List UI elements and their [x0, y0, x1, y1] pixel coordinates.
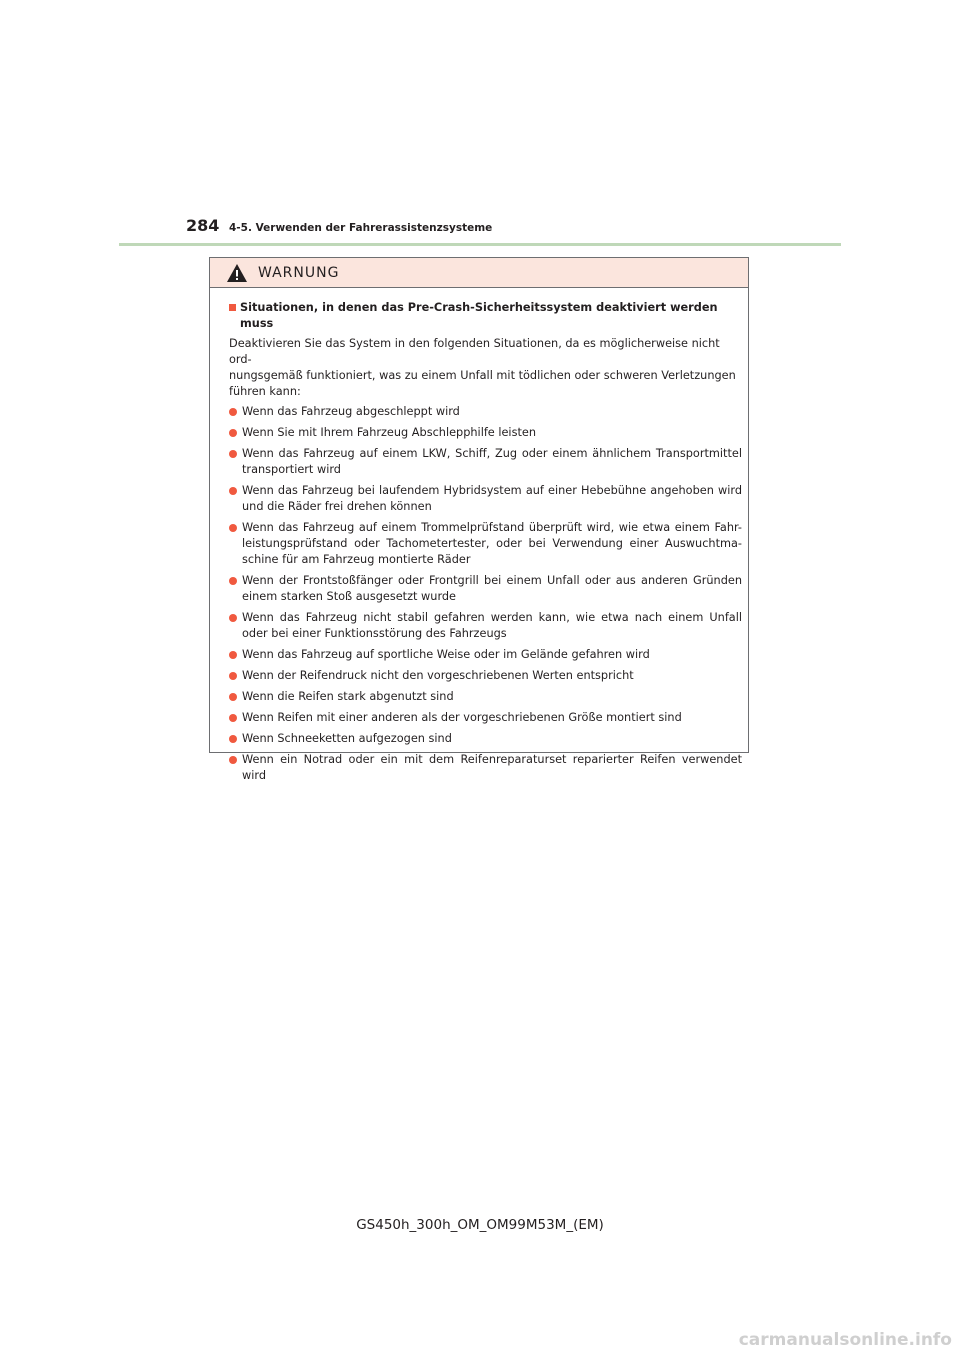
- warning-header: [210, 258, 748, 288]
- list-item: Wenn das Fahrzeug auf einem LKW, Schiff, Zug oder einem ähnlichem Transportmittel transportiert wird: [229, 446, 742, 478]
- watermark[interactable]: carmanualsonline.info: [738, 1330, 952, 1350]
- page-header: [186, 216, 492, 240]
- list-item: Wenn das Fahrzeug auf einem Trommelprüfstand überprüft wird, wie etwa einem Fahr-leistungsprüfstand oder Tachometertester, oder bei Verwendung einer Auswuchtma-schine für am Fahrzeug montierte Räder: [229, 520, 742, 568]
- bullet-dot-icon: [229, 450, 237, 458]
- bullet-dot-icon: [229, 408, 237, 416]
- bullet-dot-icon: [229, 651, 237, 659]
- list-item: Wenn das Fahrzeug auf sportliche Weise oder im Gelände gefahren wird: [229, 647, 742, 663]
- bullet-dot-icon: [229, 672, 237, 680]
- page-number: 284: [186, 216, 220, 235]
- footer-model-code: GS450h_300h_OM_OM99M53M_(EM): [356, 1217, 604, 1233]
- bullet-dot-icon: [229, 429, 237, 437]
- list-item: Wenn das Fahrzeug bei laufendem Hybridsystem auf einer Hebebühne angehoben wird und die Räder frei drehen können: [229, 483, 742, 515]
- bullet-dot-icon: [229, 756, 237, 764]
- bullet-dot-icon: [229, 487, 237, 495]
- warning-heading-text: Situationen, in denen das Pre-Crash-Sicherheitssystem deaktiviert werden muss: [240, 301, 718, 330]
- warning-list: [229, 404, 742, 784]
- list-item: Wenn Schneeketten aufgezogen sind: [229, 731, 742, 747]
- warning-triangle-icon: [226, 263, 248, 283]
- intro-line: nungsgemäß funktioniert, was zu einem Unfall mit tödlichen oder schweren Verletzungen: [229, 369, 736, 382]
- intro-line: führen kann:: [229, 385, 301, 398]
- list-item: Wenn Sie mit Ihrem Fahrzeug Abschlepphilfe leisten: [229, 425, 742, 441]
- list-item: Wenn das Fahrzeug abgeschleppt wird: [229, 404, 742, 420]
- list-item: Wenn das Fahrzeug nicht stabil gefahren werden kann, wie etwa nach einem Unfall oder bei einer Funktionsstörung des Fahrzeugs: [229, 610, 742, 642]
- square-bullet-icon: [229, 304, 236, 311]
- warning-label: WARNUNG: [258, 264, 340, 281]
- list-item: Wenn Reifen mit einer anderen als der vorgeschriebenen Größe montiert sind: [229, 710, 742, 726]
- bullet-dot-icon: [229, 614, 237, 622]
- bullet-dot-icon: [229, 577, 237, 585]
- header-divider: [119, 243, 841, 246]
- warning-intro: [229, 336, 742, 400]
- warning-body: [210, 288, 748, 784]
- warning-box: [209, 257, 749, 782]
- list-item: Wenn ein Notrad oder ein mit dem Reifenreparaturset reparierter Reifen verwendet wird: [229, 752, 742, 784]
- list-item: Wenn der Frontstoßfänger oder Frontgrill bei einem Unfall oder aus anderen Gründen einem starken Stoß ausgesetzt wurde: [229, 573, 742, 605]
- bullet-dot-icon: [229, 524, 237, 532]
- intro-line: Deaktivieren Sie das System in den folgenden Situationen, da es möglicherweise nicht ord-: [229, 337, 720, 366]
- bullet-dot-icon: [229, 714, 237, 722]
- warning-heading: [229, 300, 742, 332]
- bullet-dot-icon: [229, 693, 237, 701]
- section-title: 4-5. Verwenden der Fahrerassistenzsysteme: [229, 222, 493, 234]
- list-item: Wenn die Reifen stark abgenutzt sind: [229, 689, 742, 705]
- bullet-dot-icon: [229, 735, 237, 743]
- list-item: Wenn der Reifendruck nicht den vorgeschriebenen Werten entspricht: [229, 668, 742, 684]
